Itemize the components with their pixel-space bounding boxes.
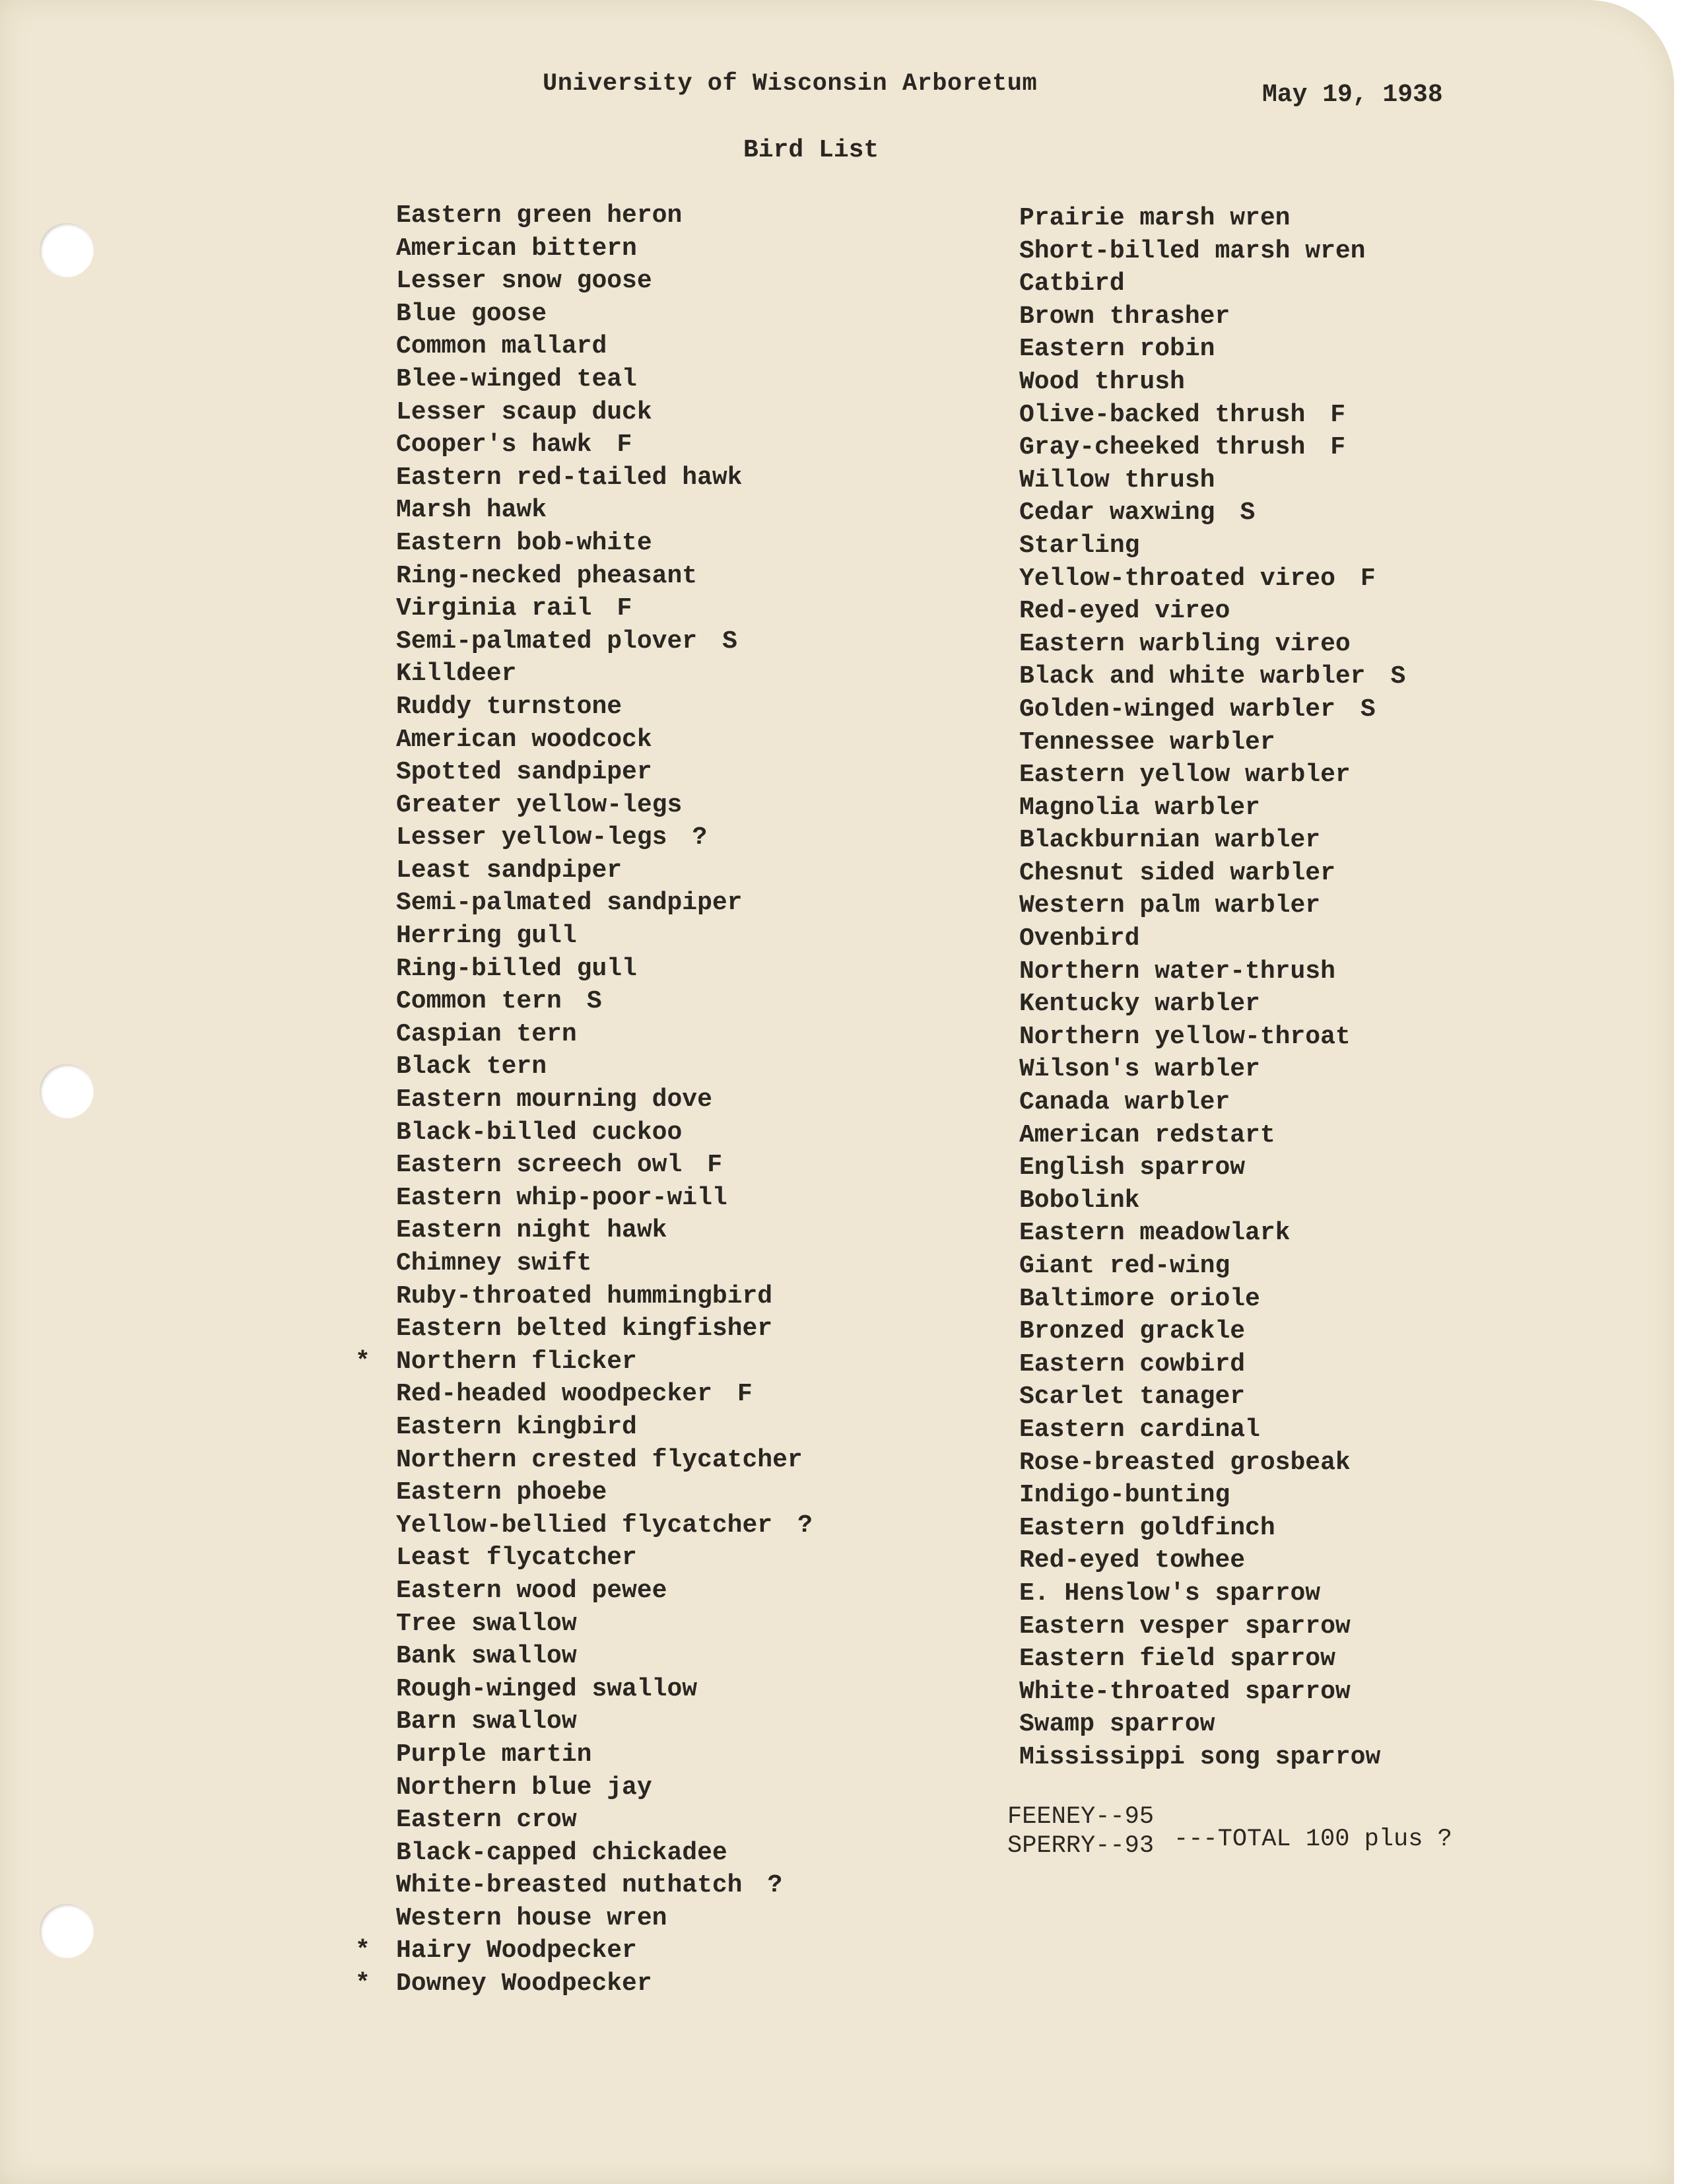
bird-name: American woodcock <box>396 725 652 754</box>
list-item <box>396 691 813 724</box>
list-item <box>396 592 813 625</box>
list-item <box>1019 1512 1405 1545</box>
bird-name: Scarlet tanager <box>1019 1382 1246 1412</box>
list-item <box>1019 1610 1405 1643</box>
list-item <box>1019 464 1405 497</box>
list-item <box>396 560 813 593</box>
bird-name: Chesnut sided warbler <box>1019 858 1335 887</box>
list-item <box>396 199 813 232</box>
list-item <box>396 1116 813 1149</box>
list-item <box>1019 1184 1405 1217</box>
list-item <box>1019 1577 1405 1610</box>
list-item <box>396 658 813 691</box>
bird-name: Black tern <box>396 1052 547 1081</box>
bird-name: Yellow-throated vireo <box>1019 564 1335 593</box>
bird-name: Tennessee warbler <box>1019 728 1275 757</box>
bird-name: Ruddy turnstone <box>396 692 622 721</box>
list-item <box>1019 1086 1405 1119</box>
list-item <box>396 1083 813 1116</box>
bird-list-right-column <box>1019 202 1405 1774</box>
bird-name: Rose-breasted grosbeak <box>1019 1448 1351 1477</box>
bird-name: Virginia rail <box>396 594 592 623</box>
bird-name: Blee-winged teal <box>396 364 637 393</box>
list-item <box>396 1575 813 1608</box>
list-item <box>1019 1414 1405 1447</box>
bird-name: White-breasted nuthatch <box>396 1871 743 1900</box>
list-item <box>1019 792 1405 825</box>
bird-name: Lesser yellow-legs <box>396 823 667 852</box>
bird-name: Greater yellow-legs <box>396 790 683 819</box>
bird-name: Eastern cardinal <box>1019 1415 1260 1444</box>
bird-name: Eastern mourning dove <box>396 1085 712 1114</box>
binder-hole-bottom <box>40 1904 94 1958</box>
bird-note: F <box>707 1151 723 1180</box>
list-item <box>1019 726 1405 759</box>
bird-note: F <box>1330 433 1346 462</box>
list-heading: Bird List <box>743 136 879 164</box>
list-item <box>396 1705 813 1738</box>
list-item <box>1019 1381 1405 1414</box>
list-item <box>1019 1643 1405 1676</box>
list-item <box>396 1476 813 1509</box>
list-item <box>1019 1021 1405 1054</box>
list-item <box>396 1280 813 1313</box>
bird-name: English sparrow <box>1019 1153 1246 1182</box>
bird-name: Western house wren <box>396 1903 667 1932</box>
list-item <box>396 985 813 1018</box>
bird-name: Eastern phoebe <box>396 1478 607 1507</box>
bird-name: Common tern <box>396 987 562 1016</box>
list-item <box>396 428 813 461</box>
bird-name: Eastern kingbird <box>396 1412 637 1441</box>
list-item <box>396 330 813 363</box>
list-item <box>1019 759 1405 792</box>
bird-name: Ring-billed gull <box>396 954 637 983</box>
list-item <box>1019 660 1405 693</box>
bird-name: Yellow-bellied flycatcher <box>396 1511 773 1540</box>
bird-name: Hairy Woodpecker <box>396 1936 637 1965</box>
list-item <box>396 527 813 560</box>
bird-note: S <box>586 987 602 1016</box>
bird-name: Herring gull <box>396 922 577 951</box>
bird-name: Kentucky warbler <box>1019 990 1260 1019</box>
bird-note: S <box>1240 498 1256 528</box>
list-item <box>396 1509 813 1542</box>
list-item <box>396 298 813 331</box>
bird-name: Willow thrush <box>1019 465 1215 495</box>
bird-name: Eastern wood pewee <box>396 1576 667 1605</box>
list-item <box>396 1149 813 1182</box>
list-item <box>396 1182 813 1215</box>
list-item <box>1019 431 1405 464</box>
list-item <box>1019 824 1405 857</box>
bird-name: Magnolia warbler <box>1019 793 1260 822</box>
bird-name: Black-capped chickadee <box>396 1838 727 1867</box>
bird-name: Lesser snow goose <box>396 267 652 296</box>
bird-name: Eastern green heron <box>396 201 683 230</box>
list-item <box>355 1934 813 1967</box>
bird-name: Western palm warbler <box>1019 891 1321 920</box>
list-item <box>396 1837 813 1870</box>
list-item <box>396 396 813 429</box>
list-item <box>1019 1676 1405 1709</box>
binder-hole-top <box>40 223 94 277</box>
list-item <box>396 756 813 789</box>
list-item <box>355 1967 813 2000</box>
list-item <box>396 724 813 757</box>
list-item <box>396 1608 813 1641</box>
bird-note: S <box>1360 695 1376 724</box>
list-item <box>1019 1283 1405 1316</box>
bird-note: F <box>617 430 632 460</box>
bird-name: Caspian tern <box>396 1019 577 1048</box>
asterisk-mark: * <box>355 1347 370 1376</box>
bird-note: S <box>1390 662 1406 691</box>
bird-name: Wilson's warbler <box>1019 1055 1260 1084</box>
list-item <box>1019 1053 1405 1086</box>
bird-name: Red-eyed towhee <box>1019 1546 1246 1575</box>
list-item <box>396 953 813 986</box>
grand-total: ---TOTAL 100 plus ? <box>1174 1826 1452 1853</box>
list-item <box>1019 1479 1405 1512</box>
bird-name: Swamp sparrow <box>1019 1710 1215 1739</box>
list-item <box>396 1738 813 1771</box>
bird-name: Ovenbird <box>1019 924 1140 953</box>
sperry-count: SPERRY--93 <box>1007 1832 1155 1860</box>
bird-name: Common mallard <box>396 332 607 361</box>
list-item <box>396 1771 813 1804</box>
bird-name: Gray-cheeked thrush <box>1019 433 1306 462</box>
bird-name: Chimney swift <box>396 1249 592 1278</box>
bird-name: Purple martin <box>396 1740 592 1769</box>
bird-name: Starling <box>1019 531 1140 560</box>
list-item <box>1019 333 1405 366</box>
list-item <box>396 1444 813 1477</box>
bird-name: Northern flicker <box>396 1347 637 1376</box>
list-item <box>396 1673 813 1706</box>
list-item <box>1019 1447 1405 1480</box>
bird-name: Eastern night hawk <box>396 1216 667 1245</box>
list-item <box>1019 1708 1405 1741</box>
bird-note: F <box>1330 400 1346 429</box>
list-item <box>396 1214 813 1247</box>
bird-name: Eastern vesper sparrow <box>1019 1612 1351 1641</box>
bird-name: Killdeer <box>396 660 517 689</box>
list-item <box>1019 1119 1405 1152</box>
list-item <box>396 461 813 495</box>
list-item <box>1019 300 1405 333</box>
list-item <box>1019 889 1405 922</box>
bird-note: ? <box>692 823 708 852</box>
list-item <box>396 1902 813 1935</box>
bird-name: Eastern crow <box>396 1806 577 1835</box>
bird-name: Red-headed woodpecker <box>396 1380 712 1409</box>
list-item <box>396 1804 813 1837</box>
bird-name: Black-billed cuckoo <box>396 1118 683 1147</box>
list-item <box>1019 529 1405 563</box>
bird-name: Bronzed grackle <box>1019 1317 1246 1346</box>
bird-name: Olive-backed thrush <box>1019 400 1306 429</box>
bird-name: Wood thrush <box>1019 367 1185 396</box>
list-item <box>396 1411 813 1444</box>
bird-note: ? <box>797 1511 813 1540</box>
bird-name: Bank swallow <box>396 1642 577 1671</box>
bird-name: Red-eyed vireo <box>1019 597 1230 626</box>
asterisk-mark: * <box>355 1969 370 1998</box>
document-title: University of Wisconsin Arboretum <box>543 70 1038 98</box>
list-item <box>396 1542 813 1575</box>
totals-block <box>1007 1802 1452 1860</box>
list-item <box>1019 1151 1405 1184</box>
bird-note: F <box>737 1380 753 1409</box>
bird-name: Canada warbler <box>1019 1088 1230 1117</box>
bird-name: Brown thrasher <box>1019 302 1230 331</box>
bird-name: Blackburnian warbler <box>1019 826 1321 855</box>
bird-name: Northern water-thrush <box>1019 957 1335 986</box>
bird-name: Mississippi song sparrow <box>1019 1742 1381 1771</box>
bird-name: Eastern red-tailed hawk <box>396 463 743 492</box>
bird-note: F <box>1360 564 1376 593</box>
bird-name: Downey Woodpecker <box>396 1969 652 1998</box>
list-item <box>396 1640 813 1673</box>
list-item <box>396 1018 813 1051</box>
list-item <box>396 789 813 822</box>
bird-name: Least flycatcher <box>396 1544 637 1573</box>
bird-name: Ruby-throated hummingbird <box>396 1281 773 1311</box>
bird-note: ? <box>767 1871 783 1900</box>
list-item <box>396 494 813 527</box>
bird-name: Semi-palmated sandpiper <box>396 889 743 918</box>
bird-name: Bobolink <box>1019 1186 1140 1215</box>
bird-name: Spotted sandpiper <box>396 758 652 787</box>
bird-name: Ring-necked pheasant <box>396 561 698 590</box>
list-item <box>1019 366 1405 399</box>
bird-note: F <box>617 594 632 623</box>
list-item <box>1019 922 1405 955</box>
list-item <box>396 265 813 298</box>
bird-name: Catbird <box>1019 269 1125 298</box>
list-item <box>396 854 813 887</box>
list-item <box>396 1313 813 1346</box>
bird-name: E. Henslow's sparrow <box>1019 1579 1321 1608</box>
bird-name: Short-billed marsh wren <box>1019 236 1366 265</box>
bird-name: Eastern bob-white <box>396 528 652 557</box>
bird-name: Northern blue jay <box>396 1773 652 1802</box>
list-item <box>1019 496 1405 529</box>
bird-name: Eastern warbling vireo <box>1019 629 1351 658</box>
bird-name: Eastern robin <box>1019 335 1215 364</box>
list-item <box>396 821 813 854</box>
list-item <box>1019 628 1405 661</box>
bird-name: Giant red-wing <box>1019 1252 1230 1280</box>
bird-name: Rough-winged swallow <box>396 1674 698 1703</box>
bird-list-left-column <box>355 199 813 2000</box>
list-item <box>396 232 813 265</box>
bird-name: Golden-winged warbler <box>1019 695 1335 724</box>
list-item <box>396 625 813 658</box>
bird-name: Eastern cowbird <box>1019 1349 1246 1379</box>
bird-name: Cedar waxwing <box>1019 498 1215 528</box>
binder-hole-middle <box>40 1064 94 1118</box>
list-item <box>1019 595 1405 628</box>
list-item <box>1019 202 1405 235</box>
list-item <box>396 1050 813 1083</box>
list-item <box>396 363 813 396</box>
list-item <box>1019 988 1405 1021</box>
list-item <box>1019 1217 1405 1250</box>
bird-name: Black and white warbler <box>1019 662 1366 691</box>
bird-name: Eastern field sparrow <box>1019 1645 1335 1674</box>
bird-name: Cooper's hawk <box>396 430 592 460</box>
list-item <box>355 1346 813 1379</box>
bird-name: Marsh hawk <box>396 496 547 525</box>
document-date: May 19, 1938 <box>1262 81 1443 109</box>
bird-name: Least sandpiper <box>396 856 622 885</box>
list-item <box>1019 1544 1405 1577</box>
bird-name: American bittern <box>396 234 637 263</box>
bird-name: Eastern whip-poor-will <box>396 1183 727 1212</box>
bird-name: Semi-palmated plover <box>396 627 698 656</box>
bird-name: Prairie marsh wren <box>1019 204 1291 232</box>
bird-name: Eastern goldfinch <box>1019 1513 1275 1542</box>
bird-note: S <box>722 627 737 656</box>
bird-name: Eastern yellow warbler <box>1019 761 1351 790</box>
list-item <box>1019 1250 1405 1283</box>
bird-name: Barn swallow <box>396 1707 577 1736</box>
asterisk-mark: * <box>355 1936 370 1965</box>
list-item <box>1019 399 1405 432</box>
bird-name: White-throated sparrow <box>1019 1677 1351 1706</box>
list-item <box>1019 693 1405 726</box>
bird-name: Northern yellow-throat <box>1019 1022 1351 1051</box>
list-item <box>396 887 813 920</box>
bird-name: Eastern screech owl <box>396 1151 683 1180</box>
bird-name: Blue goose <box>396 299 547 328</box>
list-item <box>1019 267 1405 300</box>
list-item <box>396 1869 813 1902</box>
list-item <box>1019 955 1405 988</box>
list-item <box>1019 1348 1405 1381</box>
bird-name: Northern crested flycatcher <box>396 1445 803 1474</box>
feeney-count: FEENEY--95 <box>1007 1803 1155 1831</box>
bird-name: Baltimore oriole <box>1019 1284 1260 1313</box>
list-item <box>1019 563 1405 596</box>
bird-name: American redstart <box>1019 1120 1275 1149</box>
list-item <box>396 1247 813 1280</box>
list-item <box>1019 1741 1405 1774</box>
bird-name: Eastern meadowlark <box>1019 1219 1291 1248</box>
bird-name: Eastern belted kingfisher <box>396 1314 773 1344</box>
list-item <box>396 920 813 953</box>
list-item <box>1019 235 1405 268</box>
bird-name: Tree swallow <box>396 1609 577 1638</box>
bird-name: Lesser scaup duck <box>396 397 652 427</box>
list-item <box>1019 1315 1405 1348</box>
list-item <box>396 1378 813 1411</box>
list-item <box>1019 857 1405 890</box>
bird-name: Indigo-bunting <box>1019 1481 1230 1510</box>
